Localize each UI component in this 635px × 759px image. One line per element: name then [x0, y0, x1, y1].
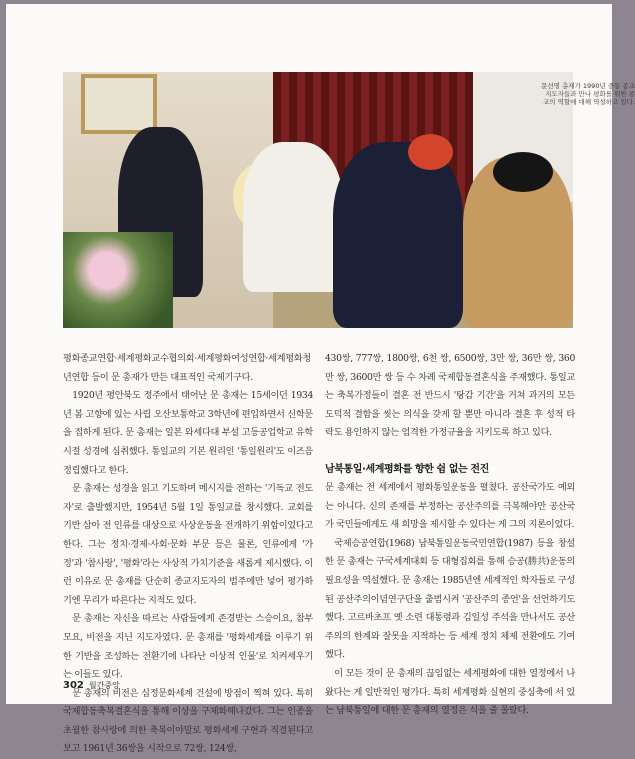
paragraph: 1920년 평안북도 정주에서 태어난 문 총재는 15세이던 1934년 봄 고향에 있는 사립 오산보통학교 3학년에 편입하면서 신학문을 접하게 된다. 문 총재는 일본 와세다대 부설 고등공업학교 유학 시절 성경에 심취했다. 통일교의 기본 원리인 '통일원리'도 이즈음 정립했다고 한다. — [63, 390, 313, 476]
paragraph: 문 총재는 전 세계에서 평화통일운동을 펼쳤다. 공산국가도 예외는 아니다. 신의 존재를 부정하는 공산주의를 극복해야만 공산국가 국민들에게도 새 희망을 제시할 수 있다는 게 그의 지론이었다. — [325, 481, 575, 531]
photo-turban-red — [408, 134, 453, 170]
magazine-name: 월간중앙 — [88, 681, 120, 690]
left-column — [63, 350, 313, 759]
photo-flowers — [63, 232, 173, 328]
section-heading: 남북통일·세계평화를 향한 쉼 없는 전진 — [325, 463, 489, 475]
paragraph: 문 총재의 비전은 심정문화세계 건설에 방점이 찍혀 있다. 특히 국제합동축복결혼식을 통해 이상을 구체화해나갔다. 그는 인종을 초월한 참사랑에 의한 축복이야말로 평화세계 구현과 직결된다고 보고 1961년 36쌍을 시작으로 72쌍, 124쌍, — [63, 687, 313, 755]
paragraph: 국제승공연합(1968) 남북통일운동국민연합(1987) 등을 창설한 문 총재는 구국세계대회 등 대형집회를 통해 승공(勝共)운동의 필요성을 역설했다. 문 총재는 1985년엔 세계적인 학자들로 구성된 공산주의이념연구단을 출범시켜 '공산주의 종언'을 선언하기도 했다. 고르바초프 옛 소련 대통령과 김일성 주석을 만나서도 공산주의의 한계와 잘못을 지적하는 등 세계 정치 체제 전환에도 기여했다. — [325, 537, 575, 661]
paragraph: 평화종교연합·세계평화교수협의회·세계평화여성연합·세계평화청년연합 등이 문 총재가 만든 대표적인 국제기구다. — [63, 353, 311, 383]
paragraph: 문 총재는 성경을 읽고 기도하며 메시지를 전하는 '기독교 전도자'로 출발했지만, 1954년 5월 1일 통일교를 창시했다. 교회를 기반 삼아 전 인류를 대상으로 사상운동을 전개하기 위함이었다고 한다. 그는 정치·경제·사회·문화 부문 등은 물론, 인류에게 '가정'과 '참사랑', '평화'라는 사상적 가치기준을 새롭게 제시했다. 이런 이유로 문 총재를 단순히 종교지도자의 범주에만 넣어 평가하기엔 무리가 따른다는 지적도 있다. — [63, 483, 313, 606]
right-column — [325, 350, 575, 721]
photo-caption: 문선명 총재가 1990년 중동 종교지도자들과 만나 평화를 위한 종교의 역할에 대해 역설하고 있다. — [541, 82, 635, 106]
article-photo — [63, 72, 635, 328]
photo-person-3 — [333, 142, 463, 328]
paragraph: 이 모든 것이 문 총재의 끊임없는 세계평화에 대한 열정에서 나왔다는 게 일반적인 평가다. 특히 세계평화 실현의 중심축에 서 있는 남북통일에 대한 문 총재의 열정은 식을 줄 몰랐다. — [325, 667, 575, 717]
photo-wall-painting — [81, 74, 157, 134]
page-number: 302 — [63, 680, 84, 691]
paragraph: 문 총재는 자신을 따르는 사람들에게 존경받는 스승이요, 참부모요, 비전을 지닌 지도자였다. 문 총재를 '평화세계를 이루기 위한 기반을 조성하는 전환기에 나타난 이상적 인물'로 치켜세우기는 이들도 있다. — [63, 613, 313, 681]
paragraph: 430쌍, 777쌍, 1800쌍, 6천 쌍, 6500쌍, 3만 쌍, 36만 쌍, 360만 쌍, 3600만 쌍 등 수 차례 국제합동결혼식을 주재했다. 통일교는 축복가정들이 결혼 전 반드시 '탕감 기간'을 거쳐 과거의 모든 도덕적 결함을 씻는 의식을 갖게 할 뿐만 아니라 결혼 후 성적 타락도 용인하지 않는 엄격한 가정규율을 지키도록 하고 있다. — [325, 353, 575, 439]
page-footer — [63, 680, 120, 691]
photo-turban-black — [493, 152, 553, 192]
photo-person-2 — [243, 142, 343, 292]
